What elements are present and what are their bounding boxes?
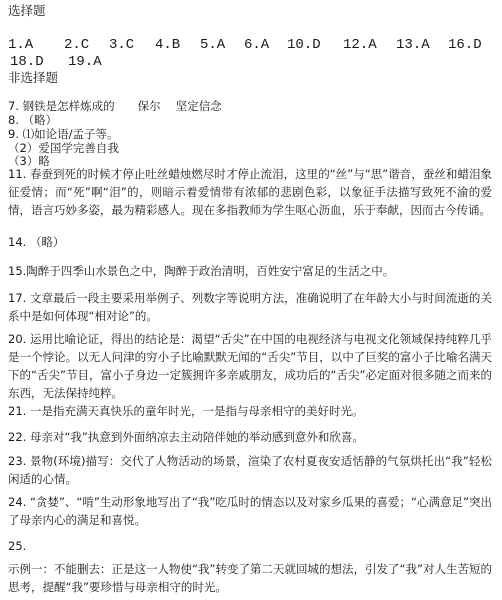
answer-q9-part1: 9. ⑴如论语/孟子等。 — [8, 127, 119, 141]
section-heading-nonchoice: 非选择题 — [8, 70, 59, 85]
answer-q7: 7. 钢铁是怎样炼成的 保尔 坚定信念 — [8, 99, 222, 113]
mc-answer: 1.A — [8, 37, 34, 53]
mc-answers-row-1 — [8, 37, 498, 53]
answer-q25-example: 示例一：不能删去：正是这一人物使“我”转变了第二天就回城的想法，引发了“我”对人生苦短的思考，提醒“我”要珍惜与母亲相守的时光。 — [8, 562, 492, 594]
answer-q9-part3: （3）略 — [8, 154, 50, 168]
answer-q11: 11. 春蚕到死的时候才停止吐丝蜡烛燃尽时才停止流泪，这里的“丝”与“思”谐音，蚕丝和蜡泪象征爱情；而“死”啊“泪”的，则暗示着爱情带有浓郁的悲剧色彩，以象征手法描写致死不渝的爱情，语言巧妙多姿，最为精彩感人。现在多指教师为学生呕心沥血，乐于奉献，因而古今传诵。 — [8, 167, 492, 217]
answer-q20: 20. 运用比喻论证，得出的结论是：渴望“舌尖”在中国的电视经济与电视文化领域保持纯粹几乎是一个悖论。以无人问津的穷小子比喻默默无闻的“舌尖”节目，以中了巨奖的富小子比喻名满天下的“舌尖”节目，富小子身边一定簇拥许多亲戚朋友，成功后的“舌尖”必定面对很多随之而来的东西，无法保持纯粹。 — [8, 332, 492, 400]
section-heading-choice: 选择题 — [8, 3, 46, 18]
answer-q17: 17. 文章最后一段主要采用举例子、列数字等说明方法，准确说明了在年龄大小与时间流逝的关系中是如何体现“相对论”的。 — [8, 291, 492, 323]
answer-q22: 22. 母亲对“我”执意到外面纳凉去主动陪伴她的举动感到意外和欣喜。 — [8, 430, 364, 444]
mc-answer: 16.D — [448, 37, 482, 53]
mc-answer: 4.B — [155, 37, 181, 53]
answer-q23: 23. 景物(环境)描写：交代了人物活动的场景，渲染了农村夏夜安适恬静的气氛烘托出“我”轻松闲适的心情。 — [8, 454, 492, 486]
answer-q8: 8. （略） — [8, 113, 58, 127]
mc-answer: 19.A — [68, 54, 102, 70]
answer-q25: 25. — [8, 539, 27, 553]
mc-answer: 3.C — [109, 37, 135, 53]
answer-q15: 15.陶醉于四季山水景色之中，陶醉于政治清明，百姓安宁富足的生活之中。 — [8, 264, 395, 278]
answer-q14: 14. （略） — [8, 235, 65, 249]
mc-answer: 10.D — [287, 37, 321, 53]
mc-answer: 13.A — [396, 37, 430, 53]
mc-answer: 12.A — [343, 37, 377, 53]
mc-answer: 5.A — [200, 37, 226, 53]
answer-q9-part2: （2）爱国学完善自我 — [8, 141, 119, 155]
mc-answers-row-2 — [8, 54, 498, 70]
mc-answer: 18.D — [10, 54, 44, 70]
mc-answer: 2.C — [64, 37, 90, 53]
answer-q24: 24. “贪婪”、“啃”生动形象地写出了“我”吃瓜时的情态以及对家乡瓜果的喜爱；“心满意足”突出了母亲内心的满足和喜悦。 — [8, 495, 492, 527]
answer-q21: 21. 一是指充满天真快乐的童年时光，一是指与母亲相守的美好时光。 — [8, 404, 364, 418]
mc-answer: 6.A — [244, 37, 270, 53]
